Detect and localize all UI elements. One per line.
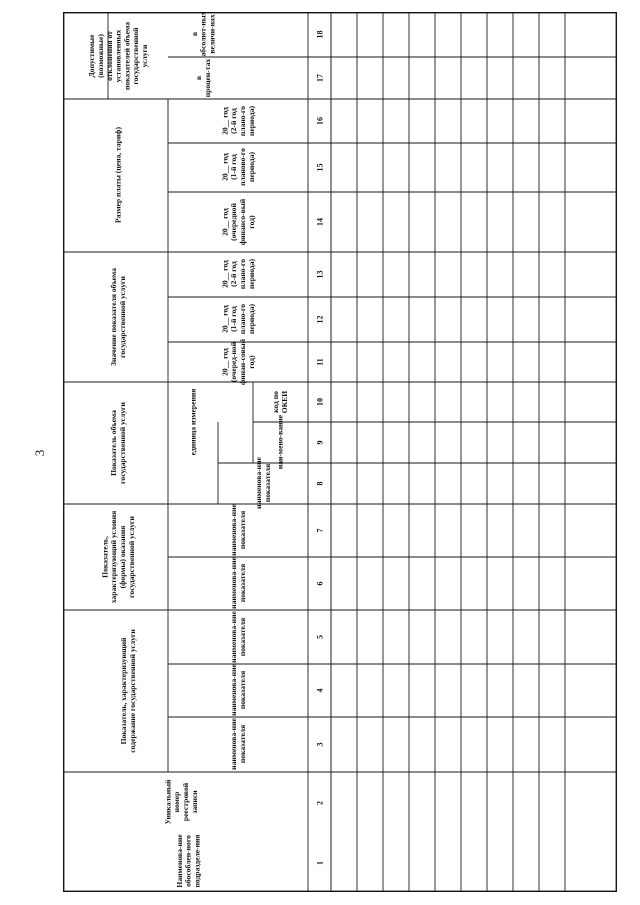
table-lines xyxy=(63,12,617,892)
conditions-indicator-1-header: наименова-ниепоказателя xyxy=(229,557,247,609)
content-indicator-1-header: наименова-ниепоказателя xyxy=(229,718,247,770)
column-number-3: 3 xyxy=(315,742,325,747)
registry-number-header: Уникальныйномерреестровойзаписи xyxy=(163,779,199,825)
volume-indicator-name-header: наименова-ниепоказателя xyxy=(254,457,272,509)
unit-name-header: наи-мено-вание xyxy=(275,414,285,470)
value-year-1-header: 20__ год(1-й годплано-гопериода) xyxy=(220,303,256,335)
conditions-indicator-2-header: наименова-ниепоказателя xyxy=(229,504,247,556)
volume-group-header: Показатель объемагосударственной услуги xyxy=(109,402,127,484)
table-grid xyxy=(63,12,617,892)
column-number-16: 16 xyxy=(315,117,325,125)
price-year-1-header: 20__ год(1-й годпланово-гопериода) xyxy=(220,148,256,186)
column-number-6: 6 xyxy=(315,581,325,586)
column-number-2: 2 xyxy=(315,801,325,805)
column-number-13: 13 xyxy=(315,270,325,279)
column-number-7: 7 xyxy=(315,528,325,533)
column-number-8: 8 xyxy=(315,481,325,486)
column-number-15: 15 xyxy=(315,163,325,172)
content-indicator-3-header: наименова-ниепоказателя xyxy=(229,611,247,663)
column-number-10: 10 xyxy=(315,398,325,406)
column-number-4: 4 xyxy=(315,688,325,693)
price-group-header: Размер платы (цена, тариф) xyxy=(113,126,123,224)
rotated-table-sheet xyxy=(63,12,617,892)
conditions-group-header: Показатель,характеризующий условия(формы) оказаниягосударственной услуги xyxy=(100,510,136,604)
column-number-5: 5 xyxy=(315,635,325,639)
unit-group-header: единица измерения xyxy=(188,388,198,456)
unit-okei-header: код поОКЕИ xyxy=(271,390,289,414)
subdivision-header: Наименова-ниеобособлен-ногоподразделе-ния xyxy=(174,834,202,888)
table-frame xyxy=(64,13,617,892)
price-year-0-header: 20__ год(очереднойфинансо-выйгод) xyxy=(220,198,256,246)
value-year-2-header: 20__ год(2-й годплано-гопериода) xyxy=(220,258,256,290)
price-year-2-header: 20__ год(2-й годплано-гопериода) xyxy=(220,105,256,137)
column-number-14: 14 xyxy=(315,218,325,226)
column-number-9: 9 xyxy=(315,440,325,445)
content-indicator-2-header: наименова-ниепоказателя xyxy=(229,664,247,716)
deviation-percent-header: впроцен-тах xyxy=(194,58,212,98)
column-number-11: 11 xyxy=(315,358,325,366)
value-year-0-header: 20__ год(очеред-нойфинан-совыйгод) xyxy=(220,338,256,386)
content-group-header: Показатель, характеризующийсодержание государственной услуги xyxy=(119,629,137,753)
value-group-header: Значение показателя объемагосударственной услуги xyxy=(109,268,127,366)
deviation-group-header: Допустимые(возможные)отклонения отустановленныхпоказателей объемагосударственнойуслуги xyxy=(87,21,149,91)
page-number: 3 xyxy=(32,449,47,457)
column-number-12: 12 xyxy=(315,315,325,324)
column-number-1: 1 xyxy=(315,861,325,865)
column-number-17: 17 xyxy=(315,74,325,82)
deviation-absolute-header: вабсолют-ныхвеличи-нах xyxy=(189,12,217,57)
column-number-18: 18 xyxy=(315,30,325,39)
